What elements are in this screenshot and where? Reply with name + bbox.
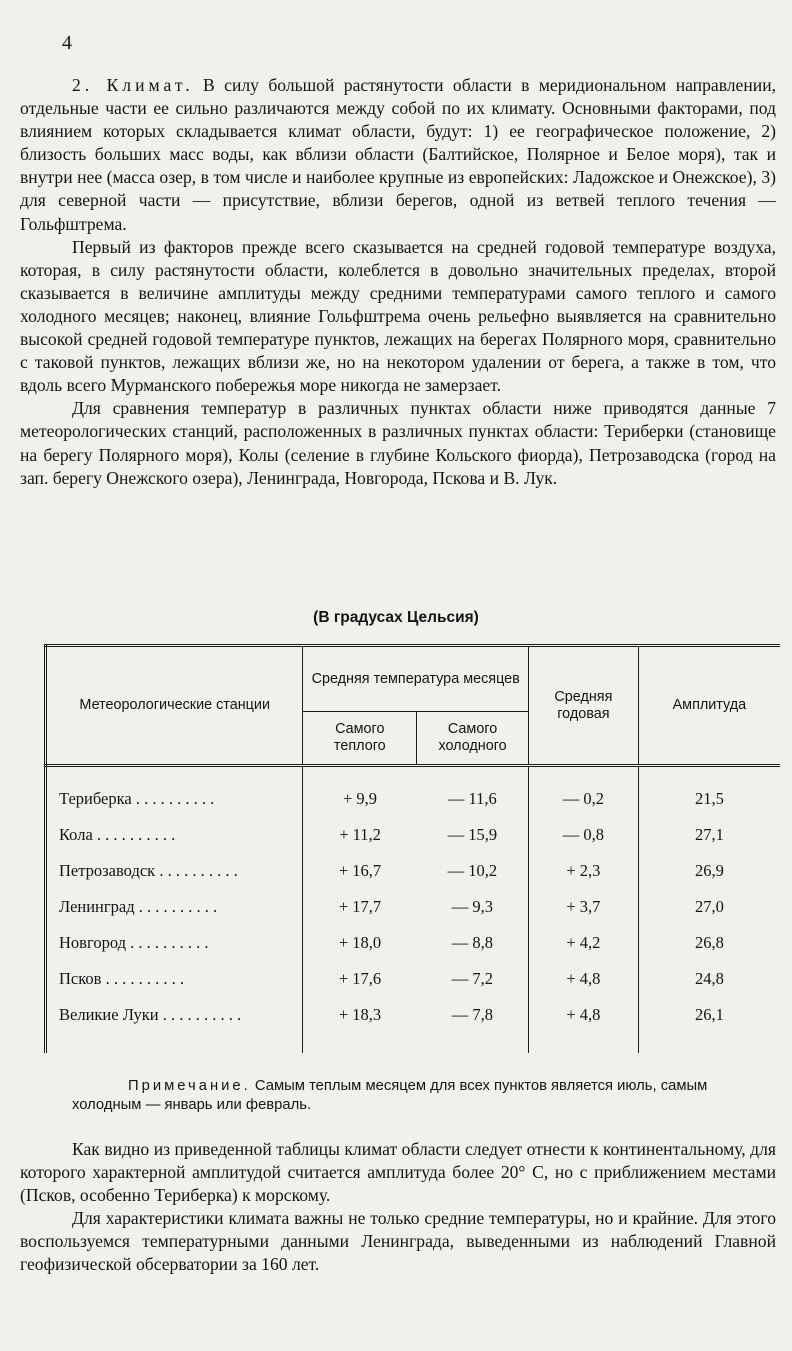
- warmest-cell: + 17,7: [303, 889, 417, 925]
- warmest-cell: + 18,0: [303, 925, 417, 961]
- table-row: [46, 889, 781, 925]
- station-cell: [46, 961, 303, 997]
- annual-cell: + 4,2: [528, 925, 638, 961]
- amplitude-cell: 26,1: [638, 997, 780, 1033]
- station-name: Кола: [59, 825, 93, 844]
- header-mean-monthly: Средняя температура месяцев: [303, 646, 529, 712]
- coldest-cell: — 7,8: [451, 1005, 493, 1024]
- annual-cell: + 2,3: [528, 853, 638, 889]
- amplitude-cell: 26,9: [638, 853, 780, 889]
- header-annual: Средняя годовая: [528, 646, 638, 766]
- paragraph-continental: Как видно из приведенной таблицы климат области следует отнести к континентальному, для которого характерной амплитудой считается амплитуда более 20° С, но с приближением местами (Псков, особенно Териберка) к морскому.: [20, 1139, 776, 1206]
- annual-cell: — 0,2: [528, 781, 638, 817]
- warmest-cell: + 11,2: [303, 817, 417, 853]
- section-heading: 2. Климат.: [72, 75, 194, 95]
- amplitude-cell: 27,1: [638, 817, 780, 853]
- table-note: [72, 1077, 772, 1115]
- note-label: Примечание.: [128, 1078, 251, 1094]
- warmest-cell: + 18,3: [303, 997, 417, 1033]
- station-cell: [46, 781, 303, 817]
- amplitude-cell: 26,8: [638, 925, 780, 961]
- coldest-cell: — 15,9: [447, 825, 498, 844]
- amplitude-cell: 27,0: [638, 889, 780, 925]
- station-cell: [46, 853, 303, 889]
- station-name: Великие Луки: [59, 1005, 159, 1024]
- table-row: [46, 817, 781, 853]
- amplitude-cell: 24,8: [638, 961, 780, 997]
- amplitude-cell: 21,5: [638, 781, 780, 817]
- coldest-cell: — 7,2: [451, 969, 493, 988]
- dot-leader: . . . . . . . . . .: [130, 933, 209, 952]
- warmest-cell: + 17,6: [303, 961, 417, 997]
- paragraph-climate: [20, 74, 776, 236]
- header-amplitude: Амплитуда: [638, 646, 780, 766]
- header-stations: Метеорологические станции: [46, 646, 303, 766]
- station-name: Териберка: [59, 789, 132, 808]
- annual-cell: + 3,7: [528, 889, 638, 925]
- coldest-cell: — 11,6: [447, 789, 497, 808]
- conclusion-section: [20, 1138, 776, 1277]
- coldest-cell: — 10,2: [447, 861, 498, 880]
- warmest-cell: + 16,7: [303, 853, 417, 889]
- annual-cell: + 4,8: [528, 961, 638, 997]
- station-cell: [46, 997, 303, 1033]
- table-row: [46, 853, 781, 889]
- annual-cell: + 4,8: [528, 997, 638, 1033]
- table-row: [46, 925, 781, 961]
- station-name: Ленинград: [59, 897, 135, 916]
- paragraph-factors: Первый из факторов прежде всего сказывается на средней годовой температуре воздуха, которая, в силу растянутости области, колеблется в довольно значительных пределах, второй сказывается в величине амплитуды между средними температурами самого теплого и самого холодного месяцев; наконец, влияние Гольфштрема очень рельефно выявляется на сравнительно высокой средней годовой температуре пунктов, лежащих на берегах Полярного моря, сравнительно с таковой пунктов, лежащих вблизи же, но на некотором удалении от берега, а также в том, что вдоль всего Мурманского побережья море никогда не замерзает.: [20, 236, 776, 396]
- paragraph-comparison: Для сравнения температур в различных пунктах области ниже приводятся данные 7 метеорологических станций, расположенных в различных пунктах области: Териберки (становище на берегу Полярного моря), Колы (селение в глубине Кольского фиорда), Петрозаводска (город на зап. берегу Онежского озера), Ленинграда, Новгорода, Пскова и В. Лук.: [20, 398, 776, 488]
- station-name: Петрозаводск: [59, 861, 156, 880]
- annual-cell: — 0,8: [528, 817, 638, 853]
- dot-leader: . . . . . . . . . .: [159, 861, 238, 880]
- station-name: Псков: [59, 969, 102, 988]
- page-number: 4: [62, 32, 72, 54]
- table-row: [46, 997, 781, 1033]
- dot-leader: . . . . . . . . . .: [135, 789, 215, 808]
- table-caption: (В градусах Цельсия): [313, 609, 479, 626]
- paragraph-extremes: Для характеристики климата важны не только средние температуры, но и крайние. Для этого воспользуемся температурными данными Ленинграда, выведенными из наблюдений Главной геофизической обсерватории за 160 лет.: [20, 1208, 776, 1275]
- dot-leader: . . . . . . . . . .: [96, 825, 176, 844]
- header-coldest: Самого холодного: [417, 712, 529, 766]
- dot-leader: . . . . . . . . . .: [105, 969, 184, 988]
- coldest-cell: — 9,3: [451, 897, 493, 916]
- station-cell: [46, 925, 303, 961]
- warmest-cell: + 9,9: [303, 781, 417, 817]
- note-text: Самым теплым месяцем для всех пунктов является июль, самым холодным — январь или февраль.: [72, 1078, 708, 1113]
- station-name: Новгород: [59, 933, 126, 952]
- intro-section: [20, 74, 776, 490]
- dot-leader: . . . . . . . . . .: [138, 897, 218, 916]
- table-row: [46, 781, 781, 817]
- header-warmest: Самого теплого: [303, 712, 417, 766]
- table-row: [46, 961, 781, 997]
- station-cell: [46, 889, 303, 925]
- dot-leader: . . . . . . . . . .: [162, 1005, 242, 1024]
- temperature-table: [44, 644, 780, 1053]
- station-cell: [46, 817, 303, 853]
- paragraph-text: В силу большой растянутости области в меридиональном направлении, отдельные части ее сильно различаются между собой по их климату. Основными факторами, под влиянием которых складывается климат области, будут: 1) ее географическое положение, 2) близость больших масс воды, как вблизи области (Балтийское, Полярное и Белое моря), так и внутри нее (масса озер, в том числе и наиболее крупные из европейских: Ладожское и Онежское), 3) для северной части — присутствие, вблизи берегов, одной из ветвей теплого течения — Гольфштрема.: [20, 75, 777, 234]
- coldest-cell: — 8,8: [451, 933, 493, 952]
